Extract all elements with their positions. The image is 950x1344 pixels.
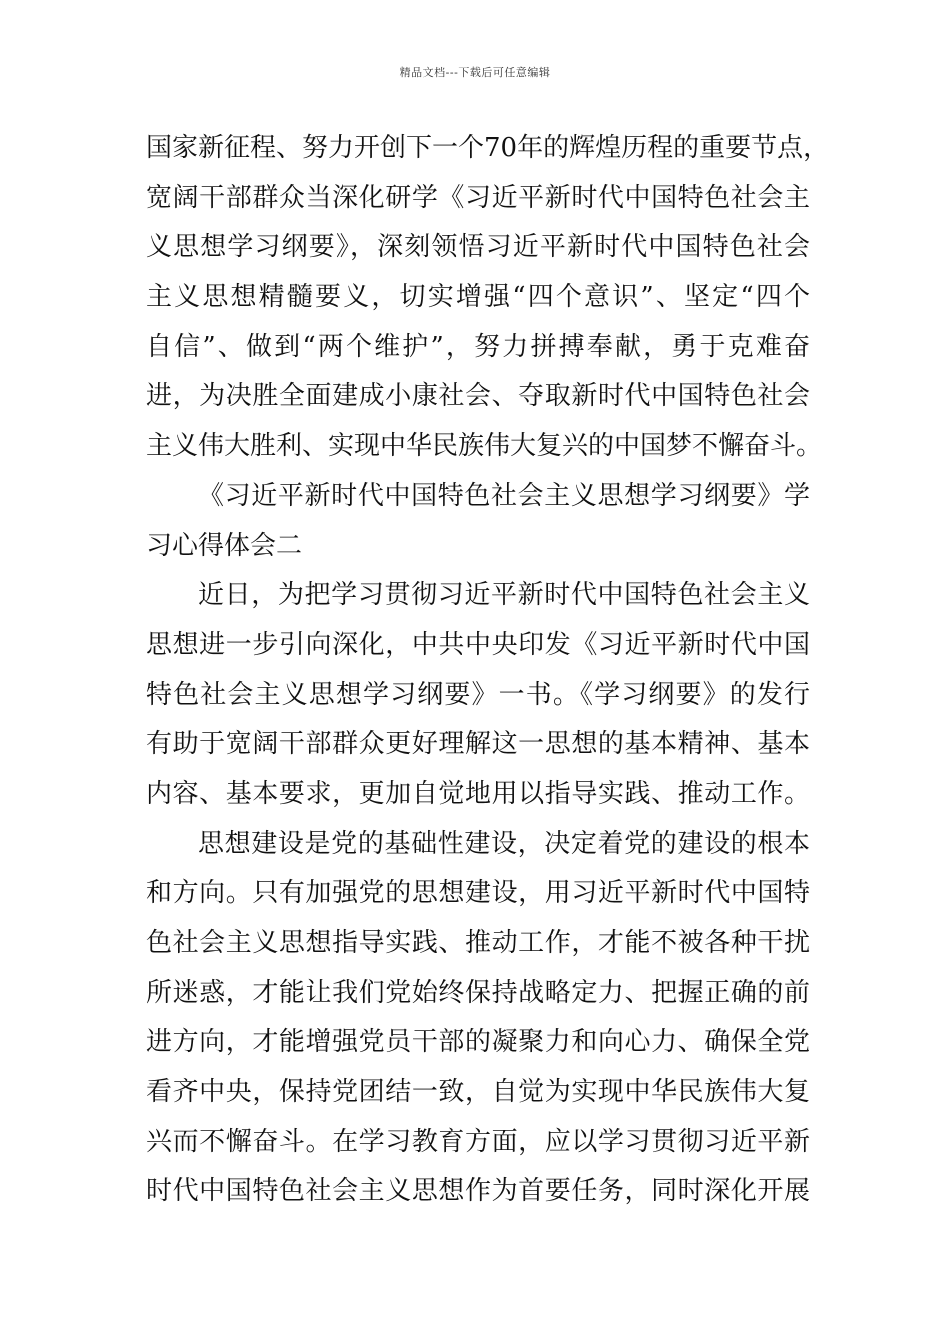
text-line: 思想进一步引向深化，中共中央印发《习近平新时代中国 [146,629,810,660]
text-line: 看齐中央，保持党团结一致，自觉为实现中华民族伟大复 [146,1077,810,1108]
text-line: 自信”、做到“两个维护”，努力拼搏奉献，勇于克难奋 [146,331,810,362]
text-line: 色社会主义思想指导实践、推动工作，才能不被各种干扰 [146,928,810,958]
text-line: 主义伟大胜利、实现中华民族伟大复兴的中国梦不懈奋斗。 [146,431,823,462]
text-line: 特色社会主义思想学习纲要》一书。《学习纲要》的发行 [146,679,810,710]
text-line: 内容、基本要求，更加自觉地用以指导实践、推动工作。 [146,778,810,809]
section-title-line: 习心得体会二 [146,530,303,561]
page-header: 精品文档---下载后可任意编辑 [399,66,551,79]
section-title-line: 《习近平新时代中国特色社会主义思想学习纲要》学 [198,480,810,511]
text-line: 所迷惑，才能让我们党始终保持战略定力、把握正确的前 [146,977,810,1008]
text-line: 时代中国特色社会主义思想作为首要任务，同时深化开展 [146,1176,810,1207]
text-line: 兴而不懈奋斗。在学习教育方面，应以学习贯彻习近平新 [146,1126,810,1157]
document-body [146,124,830,1217]
text-line: 进方向，才能增强党员干部的凝聚力和向心力、确保全党 [146,1027,810,1058]
text-line: 进，为决胜全面建成小康社会、夺取新时代中国特色社会 [146,381,810,412]
text-line: 近日，为把学习贯彻习近平新时代中国特色社会主义 [198,580,810,611]
text-line: 义思想学习纲要》，深刻领悟习近平新时代中国特色社会 [146,232,810,263]
text-line: 国家新征程、努力开创下一个70年的辉煌历程的重要节点， [146,133,830,163]
text-line: 思想建设是党的基础性建设，决定着党的建设的根本 [198,828,810,859]
text-line: 主义思想精髓要义，切实增强“四个意识”、坚定“四个 [146,282,810,313]
text-line: 有助于宽阔干部群众更好理解这一思想的基本精神、基本 [146,729,810,760]
text-line: 宽阔干部群众当深化研学《习近平新时代中国特色社会主 [146,182,810,213]
text-line: 和方向。只有加强党的思想建设，用习近平新时代中国特 [146,878,810,909]
